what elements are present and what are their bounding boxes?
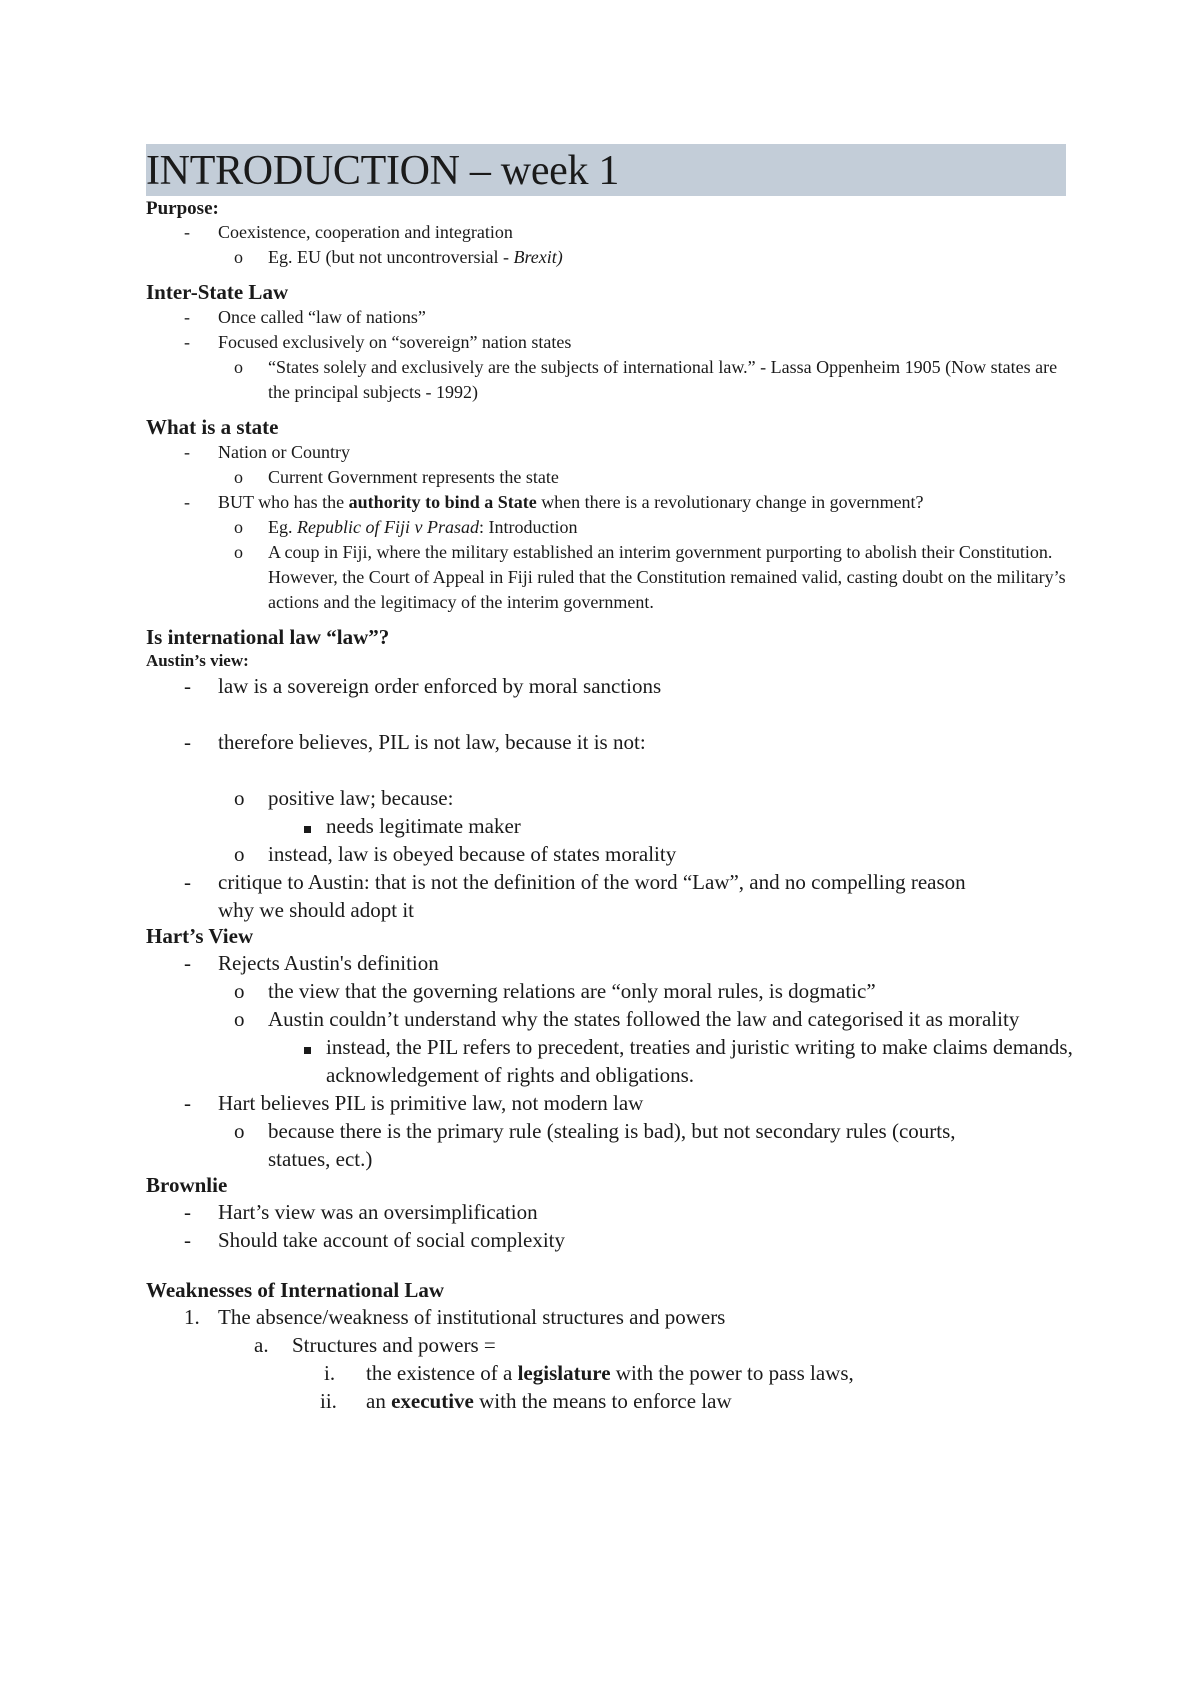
- list-item: - Coexistence, cooperation and integration: [146, 220, 1066, 245]
- list-item: a. Structures and powers =: [254, 1333, 496, 1357]
- list-item: o Austin couldn’t understand why the states followed the law and categorised it as morality: [234, 1007, 1020, 1031]
- list-item: instead, the PIL refers to precedent, treaties and juristic writing to make claims demands, acknowledgement of rights and obligations.: [146, 1033, 1086, 1089]
- list-item: o Eg. Republic of Fiji v Prasad: Introduction: [234, 517, 578, 537]
- purpose-heading: Purpose:: [146, 198, 219, 219]
- list-item: needs legitimate maker: [146, 812, 1066, 840]
- list-item: - law is a sovereign order enforced by moral sanctions: [184, 674, 662, 698]
- section-heading: Is international law “law”?: [146, 625, 390, 649]
- circle-bullet: o: [234, 247, 243, 267]
- document-body: [146, 144, 1073, 1415]
- list-item: - critique to Austin: that is not the definition of the word “Law”, and no compelling reason why we should adopt it: [184, 870, 966, 922]
- dash-bullet: -: [184, 222, 190, 242]
- section-heading: Inter-State Law: [146, 280, 289, 304]
- list-item: o A coup in Fiji, where the military established an interim government purporting to abolish their Constitution. However, the Court of Appeal in Fiji ruled that the Constitution remained valid, casting doubt on the military’s actions and the legitimacy of the interim government.: [234, 542, 1066, 612]
- list-item: i. the existence of a legislature with the power to pass laws,: [324, 1361, 854, 1385]
- list-item: o “States solely and exclusively are the subjects of international law.” - Lassa Oppenheim 1905 (Now states are the principal subjects - 1992): [234, 357, 1058, 402]
- list-item: o Eg. EU (but not uncontroversial - Brexit): [146, 245, 1066, 270]
- list-item: - Once called “law of nations”: [184, 307, 426, 327]
- list-item: - Hart believes PIL is primitive law, not modern law: [184, 1091, 644, 1115]
- page-title: INTRODUCTION – week 1: [146, 144, 1066, 196]
- square-bullet: [304, 812, 311, 840]
- list-item: o the view that the governing relations are “only moral rules, is dogmatic”: [234, 979, 876, 1003]
- list-item: o positive law; because:: [234, 786, 454, 810]
- section-heading: Weaknesses of International Law: [146, 1278, 445, 1302]
- list-item: o Current Government represents the state: [234, 467, 559, 487]
- list-item: - Nation or Country: [184, 442, 350, 462]
- section-heading: Brownlie: [146, 1173, 228, 1197]
- list-item: - Hart’s view was an oversimplification: [184, 1200, 538, 1224]
- list-item: o instead, law is obeyed because of states morality: [234, 842, 677, 866]
- list-item: - BUT who has the authority to bind a State when there is a revolutionary change in government?: [184, 492, 924, 512]
- list-item: - therefore believes, PIL is not law, because it is not:: [184, 730, 646, 754]
- list-item: ii. an executive with the means to enforce law: [320, 1389, 732, 1413]
- list-item: - Focused exclusively on “sovereign” nation states: [184, 332, 572, 352]
- section-heading: Hart’s View: [146, 924, 254, 948]
- list-item: 1. The absence/weakness of institutional structures and powers: [184, 1305, 726, 1329]
- list-item: - Rejects Austin's definition: [184, 951, 439, 975]
- sub-heading: Austin’s view:: [146, 651, 249, 670]
- square-bullet: [304, 1033, 311, 1061]
- list-item: - Should take account of social complexity: [184, 1228, 565, 1252]
- list-item: o because there is the primary rule (stealing is bad), but not secondary rules (courts, statues, ect.): [234, 1119, 956, 1171]
- section-heading: What is a state: [146, 415, 279, 439]
